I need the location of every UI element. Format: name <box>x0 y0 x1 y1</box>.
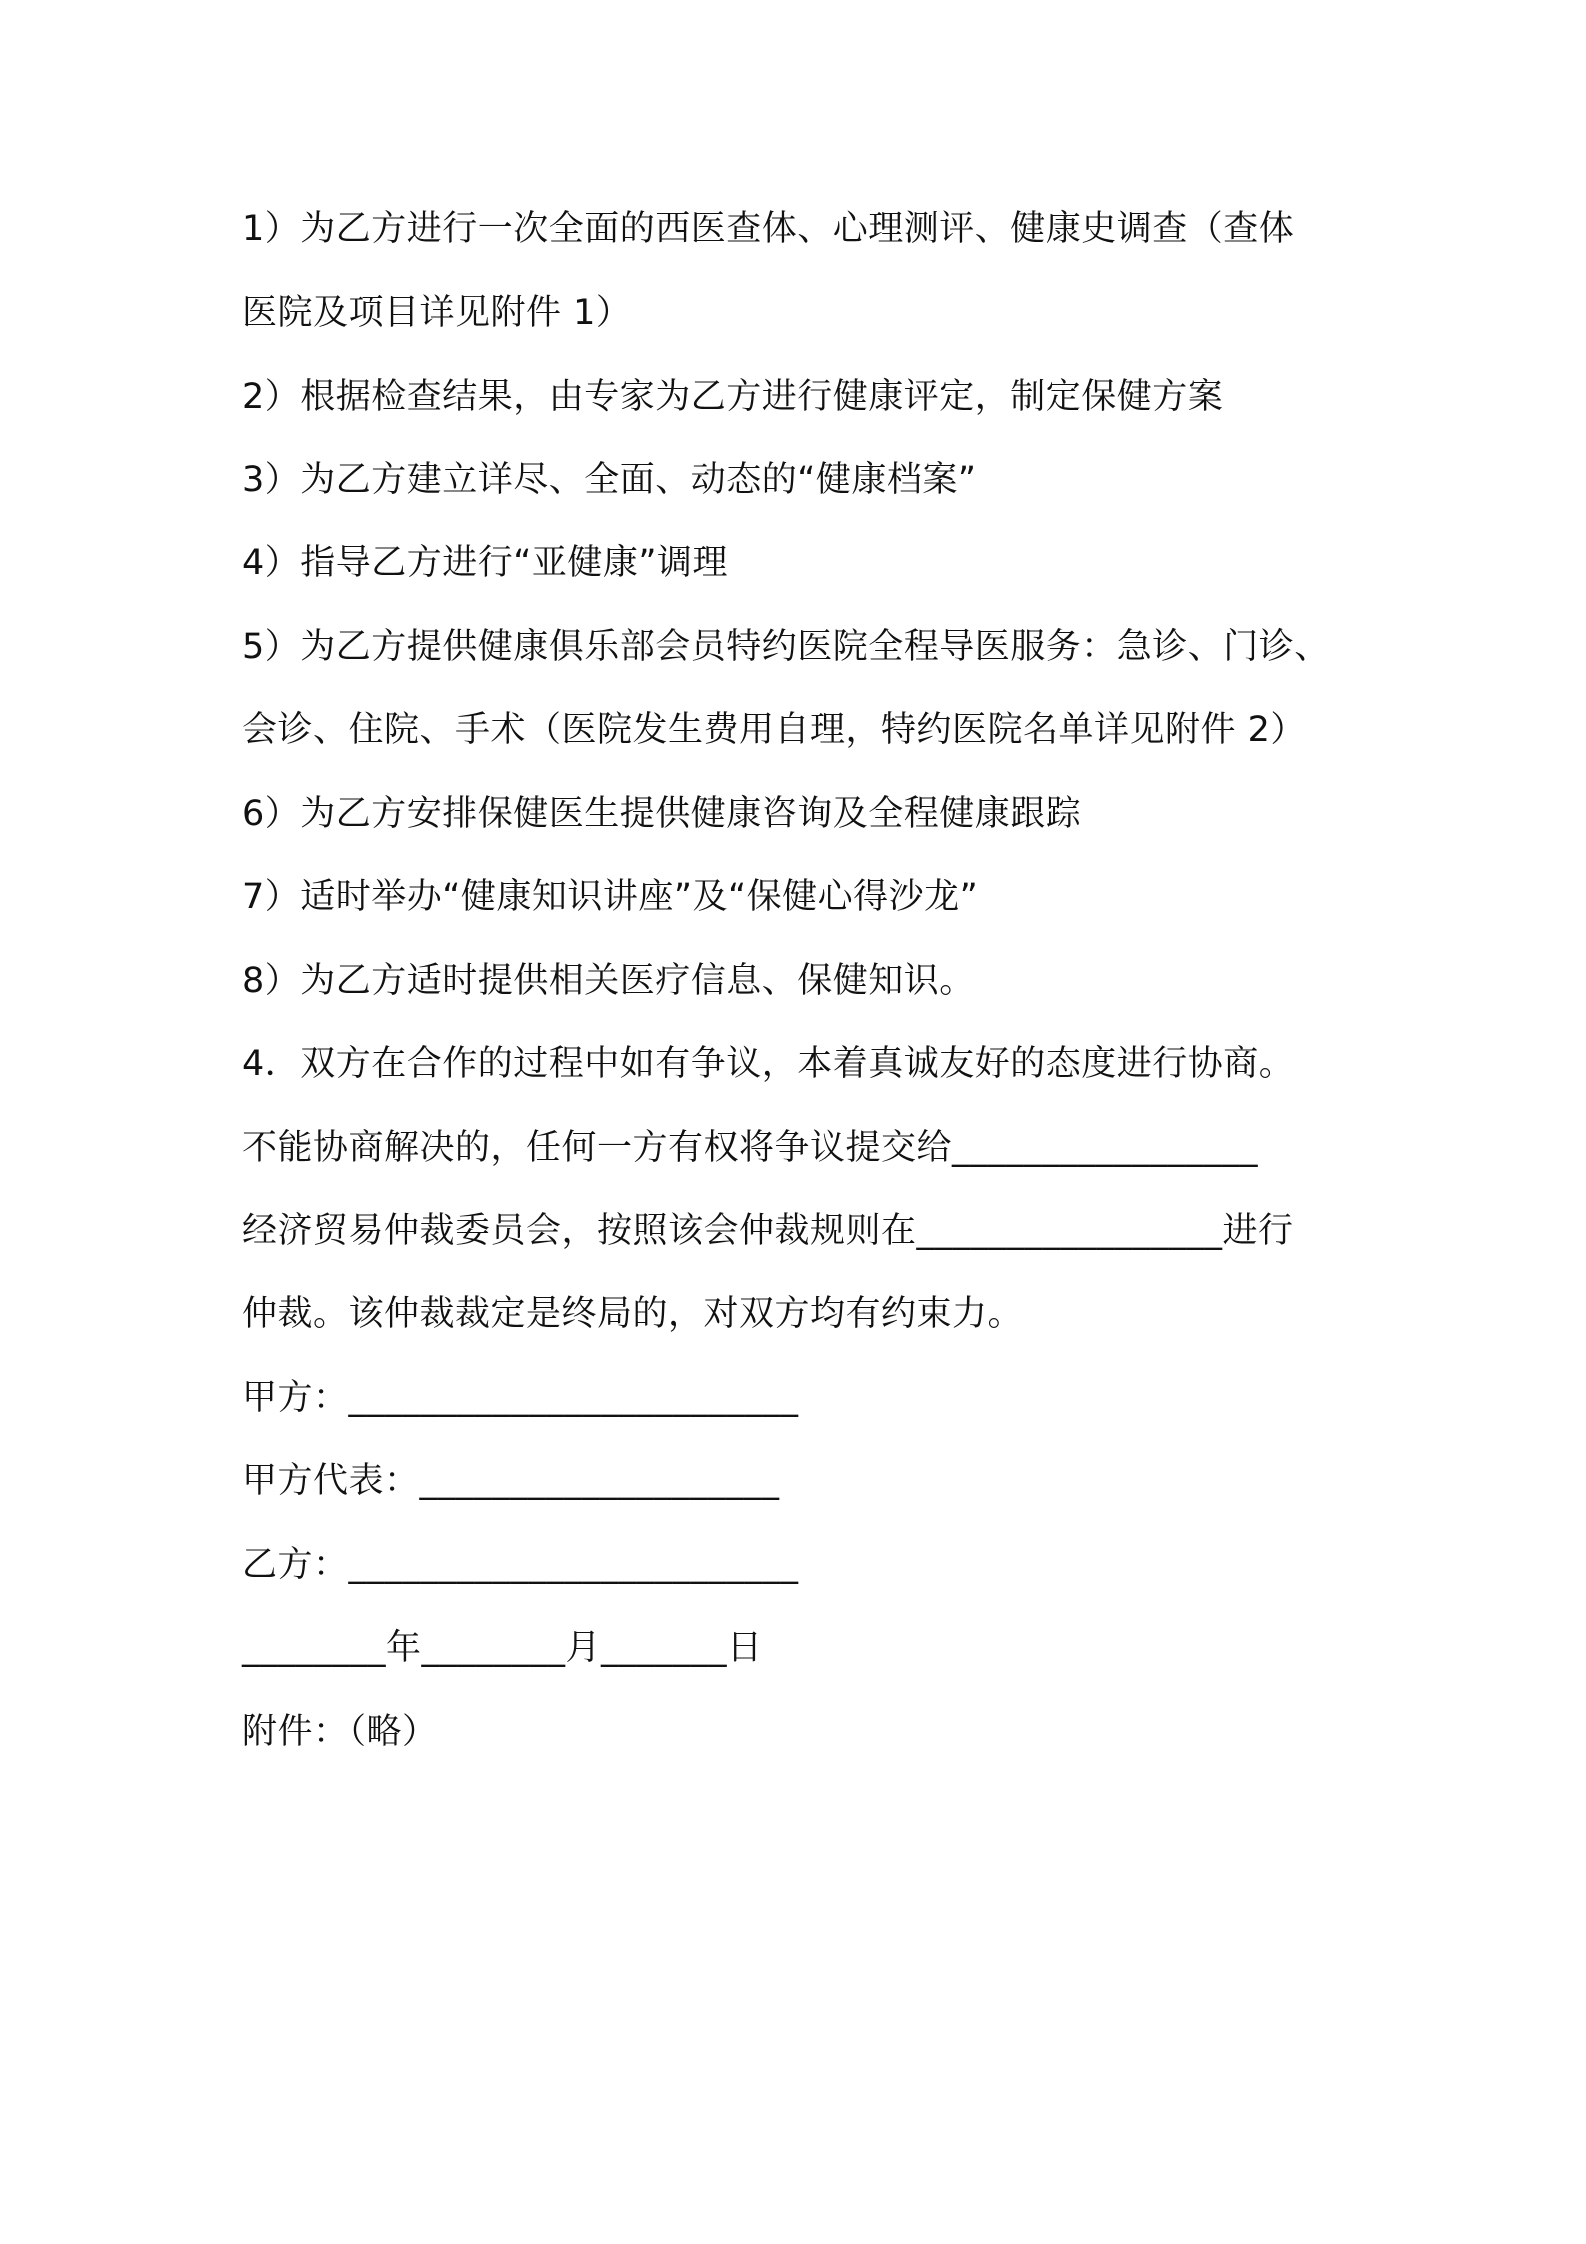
party-b-signature-line: 乙方：_________________________ <box>242 1545 799 1585</box>
date-line: ________年________月_______日 <box>242 1628 763 1668</box>
attachments-note: 附件：（略） <box>242 1712 438 1752</box>
arbitration-clause-line-3: 仲裁。该仲裁裁定是终局的，对双方均有约束力。 <box>242 1294 1024 1334</box>
service-item-5: 5）为乙方提供健康俱乐部会员特约医院全程导医服务：急诊、门诊、 <box>242 627 1330 667</box>
party-a-representative-line: 甲方代表：____________________ <box>242 1461 780 1501</box>
arbitration-clause-line-1: 不能协商解决的，任何一方有权将争议提交给_________________ <box>242 1128 1259 1168</box>
service-item-7: 7）适时举办“健康知识讲座”及“保健心得沙龙” <box>242 877 979 917</box>
service-item-4: 4）指导乙方进行“亚健康”调理 <box>242 543 729 583</box>
service-item-5-continued: 会诊、住院、手术（医院发生费用自理，特约医院名单详见附件 2） <box>242 710 1306 750</box>
party-a-signature-line: 甲方：_________________________ <box>242 1378 799 1418</box>
service-item-1: 1）为乙方进行一次全面的西医查体、心理测评、健康史调查（查体 <box>242 209 1295 249</box>
service-item-3: 3）为乙方建立详尽、全面、动态的“健康档案” <box>242 460 977 500</box>
service-item-8: 8）为乙方适时提供相关医疗信息、保健知识。 <box>242 961 975 1001</box>
dispute-clause: 4．双方在合作的过程中如有争议，本着真诚友好的态度进行协商。 <box>242 1044 1295 1084</box>
service-item-2: 2）根据检查结果，由专家为乙方进行健康评定，制定保健方案 <box>242 377 1224 417</box>
service-item-1-continued: 医院及项目详见附件 1） <box>242 293 632 333</box>
arbitration-clause-line-2: 经济贸易仲裁委员会，按照该会仲裁规则在_________________进行 <box>242 1211 1294 1251</box>
service-item-6: 6）为乙方安排保健医生提供健康咨询及全程健康跟踪 <box>242 794 1082 834</box>
